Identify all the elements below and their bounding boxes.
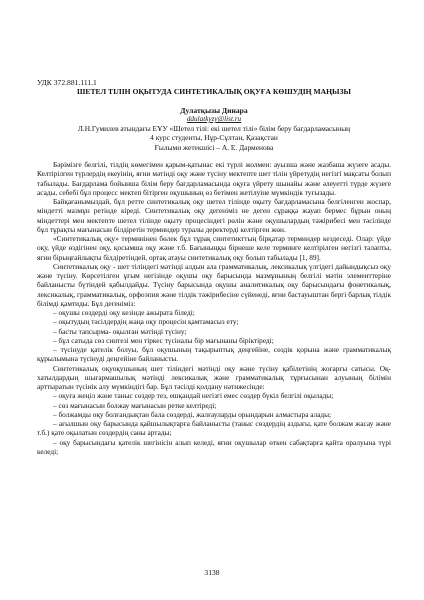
body-paragraph: Синтетикалық оқу - шет тіліндегі мәтінді алдын ала грамматикалық, лексикалық үлгідегі дайындықсыз оқу және түсіну. Көрсетілген ұғым негізінде оқушы оқу барысында мазмұнының белгілі мәтін элементтеріне байланысты бүтіндей қабылдайды. Түсіну барысында оқушы аналитикалық оқу барысындағы фонетикалық, лексикалық, грамматикалық, орфоэпия және тілдік тәжірибесіне сүйенеді, яғни бастауыштан бергі барлық тілдік білімді қамтиды. Бұл дегеніміз: <box>37 261 391 308</box>
paper-body <box>37 160 391 456</box>
list-item: – оқуға жеңіл және таныс сөздер тез, ешқандай негізгі емес сөздер бүкіл белгілі оқылады; <box>53 391 334 401</box>
affiliation-line-2: 4 курс студенты, Нұр-Сұлтан, Қазақстан <box>150 133 278 143</box>
affiliation-line-1: Л.Н.Гумилев атындағы ЕҰУ «Шетел тілі: екі шетел тілі» білім беру бағдарламасының <box>77 124 351 133</box>
paper-title: ШЕТЕЛ ТІЛІН ОҚЫТУДА СИНТЕТИКАЛЫҚ ОҚУҒА КӨШУДІҢ МАҢЫЗЫ <box>77 87 351 96</box>
body-paragraph: «Синтетикалық оқу» терминінен бөлек бұл тұрақ синтетикттың бірқатар терминдер кездеседі. Олар: үйде оқу, үйде өздігінен оқу, қосымша оқу және т.б. Бағыныңқы бірнеше келе терминге келтірілген негізгі талапты, яғни бірыңғайлықты білдіретіндей, ортақ атауы синтетикалық оқу болып табылады [1, 89]. <box>37 234 391 262</box>
list-item: – оқу барысындағы қателік шегінісін алып келеді, яғни оқушылар өткен сабақтарға қайта оралуына түрі келеді; <box>37 437 391 456</box>
list-item: – бұл сатыда сөз синтезі мен тіркес түсіналы бір мағынаны біріктіреді; <box>53 335 274 345</box>
author-name: Дулатқызы Динара <box>180 106 248 115</box>
list-item: – оқушы сөздерді оқу кезінде ажырата біледі; <box>53 308 195 318</box>
list-item: – оқытудың тәсілдердің жаңа оқу процесін қамтамасыз ету; <box>53 317 239 327</box>
body-paragraph: Бәрімізге белгілі, тілдің көмегімен қарым-қатынас екі түрлі жолмен: ауызша және жазбаша жүзеге асады. Келтірілген түрлердің екеуінің, яғни мәтінді оқу және түсіну мектепте шет тілін үйретудің негізгі мақсаты болып табылады. Бағдарлама бойынша білім беру бағдарламасында оқуға үйрету шынайы және әлеуетті түрде жүзеге асады, себебі бұл процесс мектеп бітірген оқушының өз бетімен жетілуіне мүмкіндік туғызады. <box>37 160 391 197</box>
page-number: 3138 <box>204 568 220 577</box>
list-item: – түсінуде қателік болуы, бұл оқушының тақырыптық деңгейіне, сөздік қорына және грамматикалық құрылымына түсінуді деңгейіне байланысты. <box>37 345 391 364</box>
body-paragraph: Синтетикалық оқуоқушының шет тіліндегі мәтінді оқу және түсіну қабілетінің жоғарғы сатысы. Оқ-хатылдардың шығармашылық мәтінді лексикалық және грамматикалық тұрғысынан алуының білімін арттыратын түсінік алу мүмкіндігі бар. Бұл тәсілді қолдану нәтижесінде: <box>37 363 391 392</box>
author-email-link[interactable]: ddulatkyzy@list.ru <box>186 115 242 123</box>
list-item: – басты тапсырма- оқылған мәтінді түсіну; <box>53 326 187 336</box>
list-item: – болжамды оқу болғандықтан бала сөздерді, жалғауларды орындарын алмастыра алады; <box>53 409 332 419</box>
supervisor-line: Ғылыми жетекшісі – А. Е. Дарменова <box>154 142 274 152</box>
udk-code: УДК 372.881.111.1 <box>37 78 97 87</box>
body-paragraph: Байқағанымыздай, бұл ретте синтетикалық оқу шетел тілінде оқыту бағдарламасына белгіленген жоспар, міндетті мазмұн ретінде кіреді. Синтетикалық оқу дегеніміз не деген сұраққа жауап бермес бұрын оның міндеттері мен мектепте шетел тілінде оқыту процесіндегі рөлін және оқушылардың тәжірибесі мен тәсілінде бұл тұрақты мағынасын білдіретін терминдер туралы деректерді келтірген жөн. <box>37 197 391 234</box>
list-item: – сөз мағынасын болжау мағынасын ретке келтіреді; <box>53 400 217 410</box>
list-item: – ағылшын оқу барысында қайшылықтарға байланысты (таныс сөздердің аздығы, қате болжам жасау және т.б.) қате оқылатын сөздердің саны артады; <box>37 419 391 438</box>
